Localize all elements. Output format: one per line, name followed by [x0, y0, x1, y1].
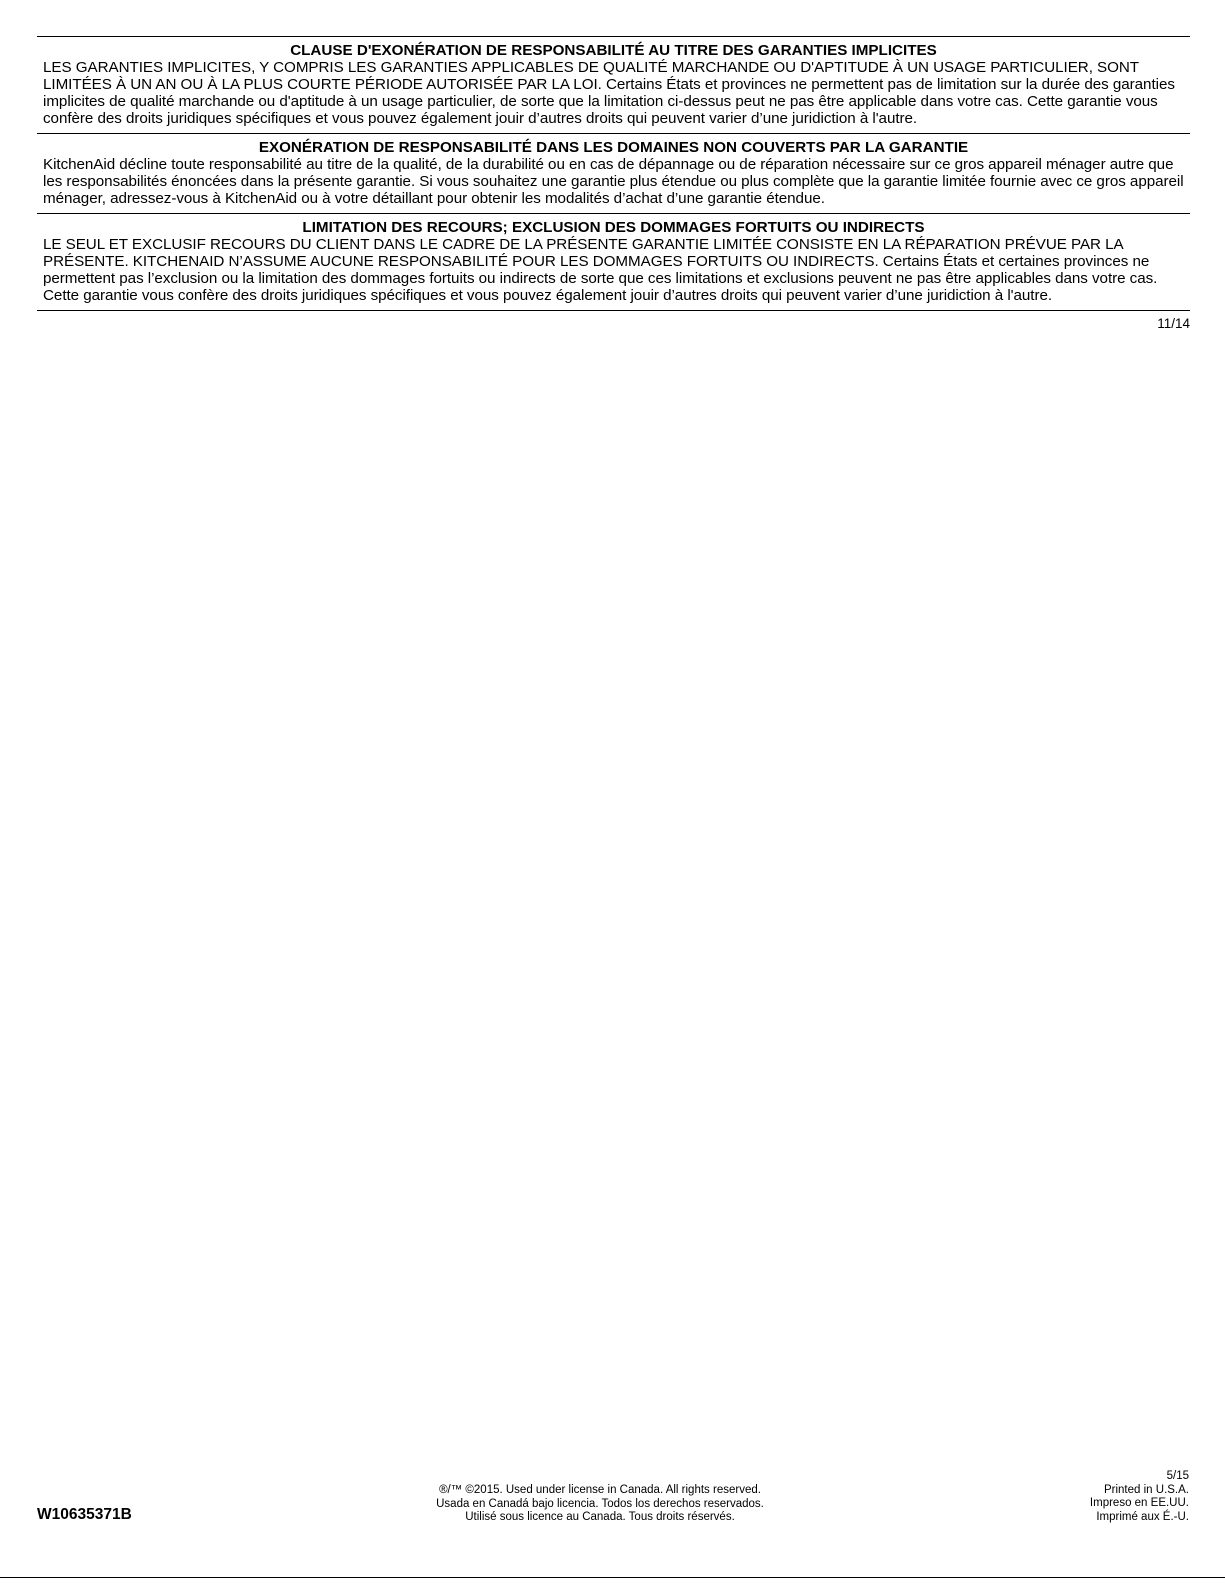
- print-date: 5/15: [1166, 1470, 1189, 1482]
- bottom-divider: [0, 1577, 1225, 1578]
- printed-fr: Imprimé aux É.-U.: [1096, 1510, 1189, 1523]
- section-title: EXONÉRATION DE RESPONSABILITÉ DANS LES DOMAINES NON COUVERTS PAR LA GARANTIE: [258, 139, 969, 156]
- section-body: LES GARANTIES IMPLICITES, Y COMPRIS LES GARANTIES APPLICABLES DE QUALITÉ MARCHANDE OU D'APTITUDE À UN USAGE PARTICULIER, SONT LIMITÉES À UN AN OU À LA PLUS COURTE PÉRIODE AUTORISÉE PAR LA LOI. Certains États et provinces ne permettent pas de limitation sur la durée des garanties implicites de qualité marchande ou d'aptitude à un usage particulier, de sorte que la limitation ci-dessus peut ne pas être applicable dans votre cas. Cette garantie vous confère des droits juridiques spécifiques et vous pouvez également jouir d’autres droits qui peuvent varier d’une juridiction à l'autre.: [43, 59, 1175, 127]
- legal-line-fr: Utilisé sous licence au Canada. Tous droits réservés.: [465, 1511, 735, 1523]
- non-covered-section: [37, 134, 1190, 213]
- print-info: [1090, 1470, 1189, 1524]
- revision-code: 11/14: [1157, 316, 1190, 331]
- implied-warranties-section: [37, 37, 1190, 133]
- legal-line-es: Usada en Canadá bajo licencia. Todos los derechos reservados.: [436, 1497, 764, 1510]
- printed-es: Impreso en EE.UU.: [1089, 1497, 1189, 1509]
- section-body: KitchenAid décline toute responsabilité au titre de la qualité, de la durabilité ou en cas de dépannage ou de réparation nécessaire sur ce gros appareil ménager autre que les responsabilités énoncées dans la présente garantie. Si vous souhaitez une garantie plus étendue ou plus complète que la garantie limitée fournie avec ce gros appareil ménager, adressez-vous à KitchenAid ou à votre détaillant pour obtenir les modalités d’achat d’une garantie étendue.: [43, 156, 1184, 207]
- legal-notice: [300, 1484, 900, 1525]
- limitation-section: [37, 214, 1190, 310]
- divider: [37, 310, 1190, 311]
- printed-en: Printed in U.S.A.: [1103, 1483, 1189, 1496]
- section-title: CLAUSE D'EXONÉRATION DE RESPONSABILITÉ AU TITRE DES GARANTIES IMPLICITES: [290, 42, 937, 59]
- part-number: W10635371B: [37, 1506, 132, 1523]
- section-body: LE SEUL ET EXCLUSIF RECOURS DU CLIENT DANS LE CADRE DE LA PRÉSENTE GARANTIE LIMITÉE CONSISTE EN LA RÉPARATION PRÉVUE PAR LA PRÉSENTE. KITCHENAID N’ASSUME AUCUNE RESPONSABILITÉ POUR LES DOMMAGES FORTUITS OU INDIRECTS. Certains États et certaines provinces ne permettent pas l’exclusion ou la limitation des dommages fortuits ou indirects de sorte que ces limitations et exclusions peuvent ne pas être applicables dans votre cas. Cette garantie vous confère des droits juridiques spécifiques et vous pouvez également jouir d’autres droits qui peuvent varier d’une juridiction à l'autre.: [43, 236, 1158, 304]
- legal-line-en: ®/™ ©2015. Used under license in Canada. All rights reserved.: [439, 1484, 761, 1496]
- warranty-content: [37, 36, 1190, 331]
- section-title: LIMITATION DES RECOURS; EXCLUSION DES DOMMAGES FORTUITS OU INDIRECTS: [302, 219, 925, 236]
